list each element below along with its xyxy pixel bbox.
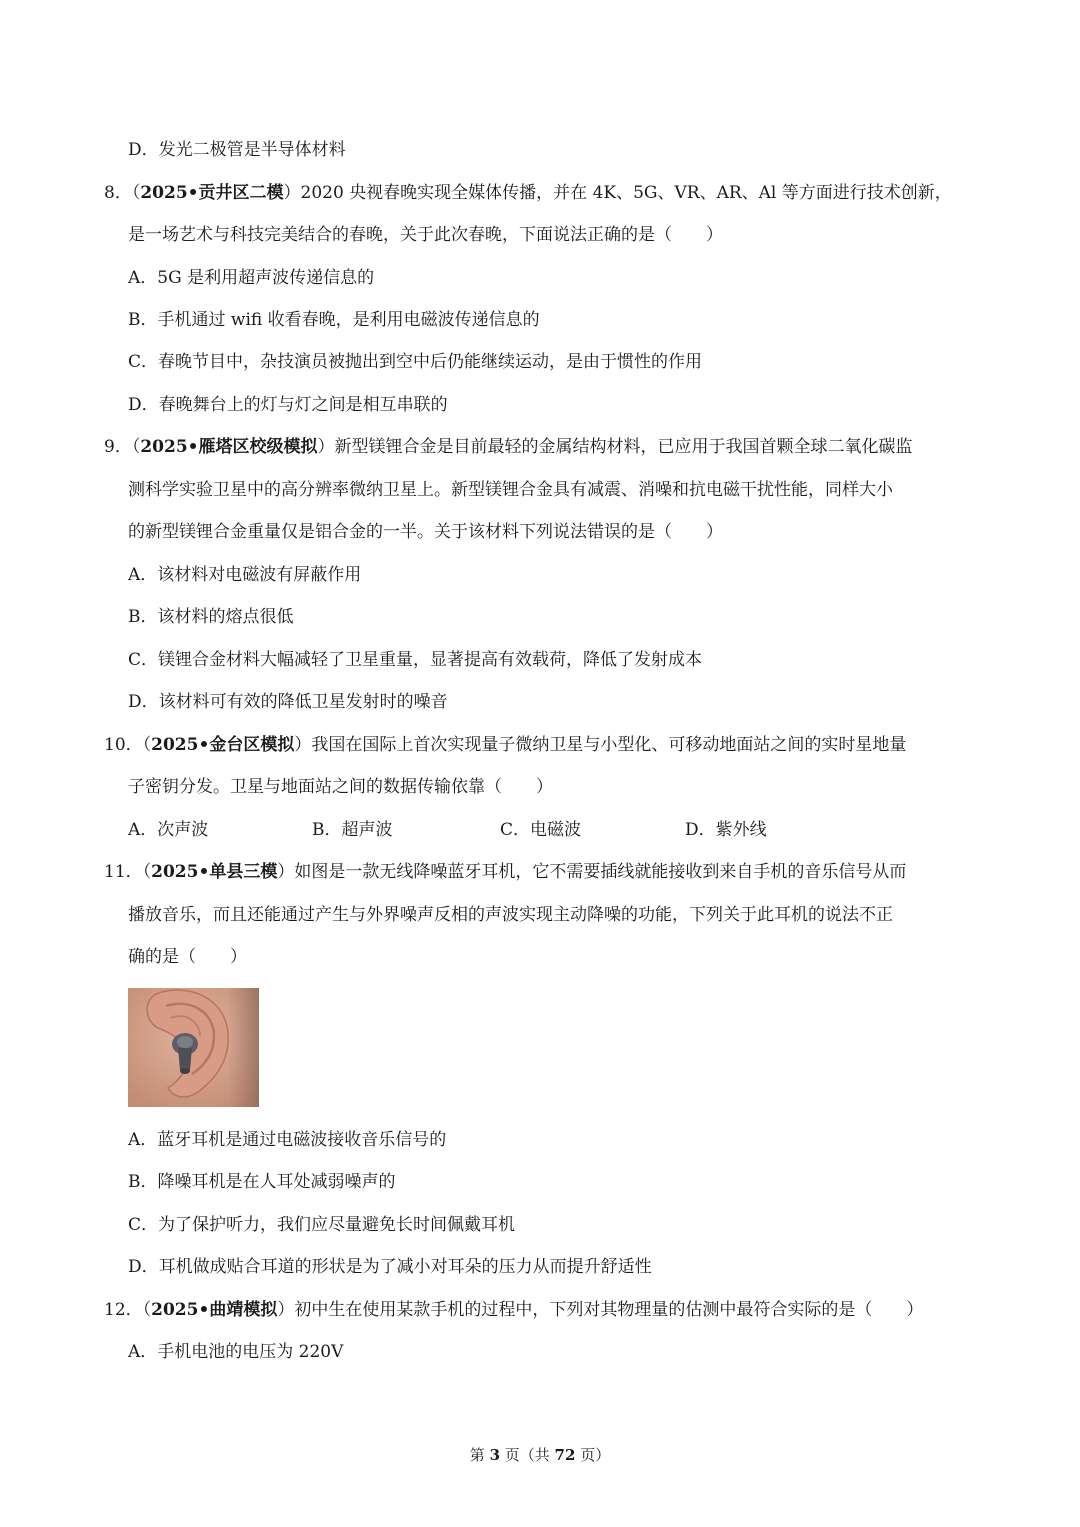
q8-source: 2025•贡井区二模 [140, 183, 284, 203]
q9-option-d: D．该材料可有效的降低卫星发射时的噪音 [128, 692, 448, 712]
q9-stem-3: 的新型镁锂合金重量仅是铝合金的一半。关于该材料下列说法错误的是（ ） [128, 522, 723, 542]
earbud-photo [128, 988, 259, 1107]
q8-stem-2: 是一场艺术与科技完美结合的春晚，关于此次春晚，下面说法正确的是（ ） [128, 225, 723, 245]
q11-stem-3: 确的是（ ） [128, 947, 247, 967]
q11-option-b: B．降噪耳机是在人耳处减弱噪声的 [128, 1172, 396, 1192]
q8-first-line [104, 181, 952, 205]
q8-stem-1: ）2020 央视春晚实现全媒体传播，并在 4K、5G、VR、AR、Al 等方面进行技术创新， [283, 183, 952, 203]
footer-middle: 页（共 [500, 1446, 555, 1464]
q10-number: 10．（ [104, 735, 152, 755]
q10-first-line [104, 733, 906, 757]
q9-option-a: A．该材料对电磁波有屏蔽作用 [128, 565, 362, 585]
q11-option-d: D．耳机做成贴合耳道的形状是为了减小对耳朵的压力从而提升舒适性 [128, 1257, 652, 1277]
q10-source: 2025•金台区模拟 [151, 735, 295, 755]
q10-option-c: C．电磁波 [500, 820, 582, 840]
q9-stem-2: 测科学实验卫星中的高分辨率微纳卫星上。新型镁锂合金具有减震、消噪和抗电磁干扰性能，同样大小 [128, 480, 893, 500]
q8-option-a: A．5G 是利用超声波传递信息的 [128, 268, 375, 288]
footer-prefix: 第 [469, 1446, 490, 1464]
current-page-number: 3 [489, 1446, 500, 1464]
q7-option-d: D．发光二极管是半导体材料 [128, 140, 346, 160]
q10-stem-1: ）我国在国际上首次实现量子微纳卫星与小型化、可移动地面站之间的实时星地量 [294, 735, 907, 755]
q12-option-a: A．手机电池的电压为 220V [128, 1342, 344, 1362]
q10-option-b: B．超声波 [312, 820, 393, 840]
page-footer [0, 1445, 1080, 1465]
q10-stem-2: 子密钥分发。卫星与地面站之间的数据传输依靠（ ） [128, 777, 553, 797]
q11-option-c: C．为了保护听力，我们应尽量避免长时间佩戴耳机 [128, 1215, 516, 1235]
q9-option-c: C．镁锂合金材料大幅减轻了卫星重量，显著提高有效载荷，降低了发射成本 [128, 650, 703, 670]
q9-number: 9．（ [104, 437, 141, 457]
q8-option-b: B．手机通过 wifi 收看春晚，是利用电磁波传递信息的 [128, 310, 540, 330]
q8-number: 8．（ [104, 183, 141, 203]
q8-option-c: C．春晚节目中，杂技演员被抛出到空中后仍能继续运动，是由于惯性的作用 [128, 352, 703, 372]
footer-suffix: 页） [575, 1446, 611, 1464]
q9-first-line [104, 435, 913, 459]
q9-source: 2025•雁塔区校级模拟 [140, 437, 318, 457]
ear-with-earbud-illustration [128, 988, 259, 1107]
q12-number: 12．（ [104, 1300, 152, 1320]
q11-first-line [104, 860, 906, 884]
q11-stem-2: 播放音乐，而且还能通过产生与外界噪声反相的声波实现主动降噪的功能，下列关于此耳机的说法不正 [128, 905, 893, 925]
q10-option-a: A．次声波 [128, 820, 209, 840]
q9-stem-1: ）新型镁锂合金是目前最轻的金属结构材料，已应用于我国首颗全球二氧化碳监 [317, 437, 913, 457]
q10-option-d: D．紫外线 [685, 820, 767, 840]
q11-source: 2025•单县三模 [151, 862, 278, 882]
q12-first-line [104, 1298, 923, 1322]
q9-option-b: B．该材料的熔点很低 [128, 607, 294, 627]
q12-source: 2025•曲靖模拟 [151, 1300, 278, 1320]
q8-option-d: D．春晚舞台上的灯与灯之间是相互串联的 [128, 395, 448, 415]
q11-number: 11．（ [104, 862, 152, 882]
q11-option-a: A．蓝牙耳机是通过电磁波接收音乐信号的 [128, 1130, 447, 1150]
q12-stem-1: ）初中生在使用某款手机的过程中，下列对其物理量的估测中最符合实际的是（ ） [277, 1300, 924, 1320]
q11-stem-1: ）如图是一款无线降噪蓝牙耳机，它不需要插线就能接收到来自手机的音乐信号从而 [277, 862, 907, 882]
total-pages: 72 [554, 1446, 576, 1464]
